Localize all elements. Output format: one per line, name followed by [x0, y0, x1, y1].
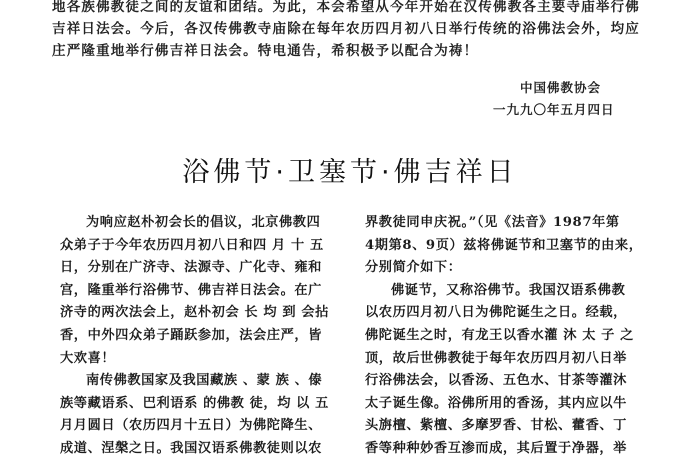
article-title: 浴佛节·卫塞节·佛吉祥日 — [182, 157, 518, 188]
column-line: 南传佛教国家及我国藏族 、蒙 族 、傣 — [86, 373, 323, 389]
column-line: 以农历四月初八日为佛陀诞生之日。经载， — [365, 305, 627, 321]
column-line: 日，分别在广济寺、法源寺、广化寺、雍和 — [60, 260, 322, 276]
column-line: 月月圆日（农历四月十五日）为佛陀降生、 — [60, 418, 322, 434]
article-left-column — [60, 212, 350, 461]
column-line: 佛陀诞生之时，有龙王以香水灌 沐 太 子 之 — [365, 327, 634, 343]
column-line: 行浴佛法会，以香汤、五色水、甘茶等灌沐 — [365, 373, 627, 389]
column-line: 为响应赵朴初会长的倡议，北京佛教四 — [86, 215, 321, 230]
column-line: 宫，隆重举行浴佛节、佛吉祥日法会。在广 — [60, 282, 322, 298]
column-line: 众弟子于今年农历四月初八日和四 月 十 五 — [60, 237, 324, 253]
notice-text — [52, 0, 672, 62]
notice-signature-org: 中国佛教协会 — [520, 80, 602, 95]
column-line: 顶，故后世佛教徒于每年农历四月初八日举 — [365, 350, 627, 366]
column-line: 香，中外四众弟子踊跃参加，法会庄严，皆 — [60, 327, 322, 343]
column-line: 4期第8、9页）兹将佛诞节和卫塞节的由来， — [365, 237, 643, 253]
column-line: 族等藏语系、巴利语系 的佛教 徒，均 以 五 — [60, 395, 329, 411]
notice-line: 庄严隆重地举行佛吉祥日法会。特电通告，希积极予以配合为祷！ — [52, 43, 479, 59]
column-line: 香等种种妙香互渗而成，其后置于净器，举 — [365, 440, 627, 456]
article-right-column — [365, 212, 655, 461]
column-line: 太子诞生像。浴佛所用的香汤，其内应以牛 — [365, 395, 627, 411]
column-line: 成道、涅槃之日。我国汉语系佛教徒则以农 — [60, 440, 322, 456]
column-line: 佛诞节，又称浴佛节。我国汉语系佛教 — [391, 282, 626, 298]
notice-signature-date: 一九九〇年五月四日 — [493, 102, 615, 117]
column-line: 界教徒同申庆祝。”（见《法音》1987年第 — [365, 215, 620, 230]
column-line: 分别简介如下： — [365, 260, 462, 276]
notice-line: 地各族佛教徒之间的友谊和团结。为此，本会希望从今年开始在汉传佛教各主要寺庙举行佛 — [52, 0, 640, 15]
notice-line: 吉祥日法会。今后，各汉传佛教寺庙除在每年农历四月初八日举行传统的浴佛法会外，均应 — [52, 21, 640, 37]
column-line: 大欢喜！ — [60, 350, 116, 366]
column-line: 头旃檀、紫檀、多摩罗香、甘松、藿香、丁 — [365, 418, 627, 434]
column-line: 济寺的两次法会上，赵朴初会 长 均 到 会拈 — [60, 305, 329, 321]
